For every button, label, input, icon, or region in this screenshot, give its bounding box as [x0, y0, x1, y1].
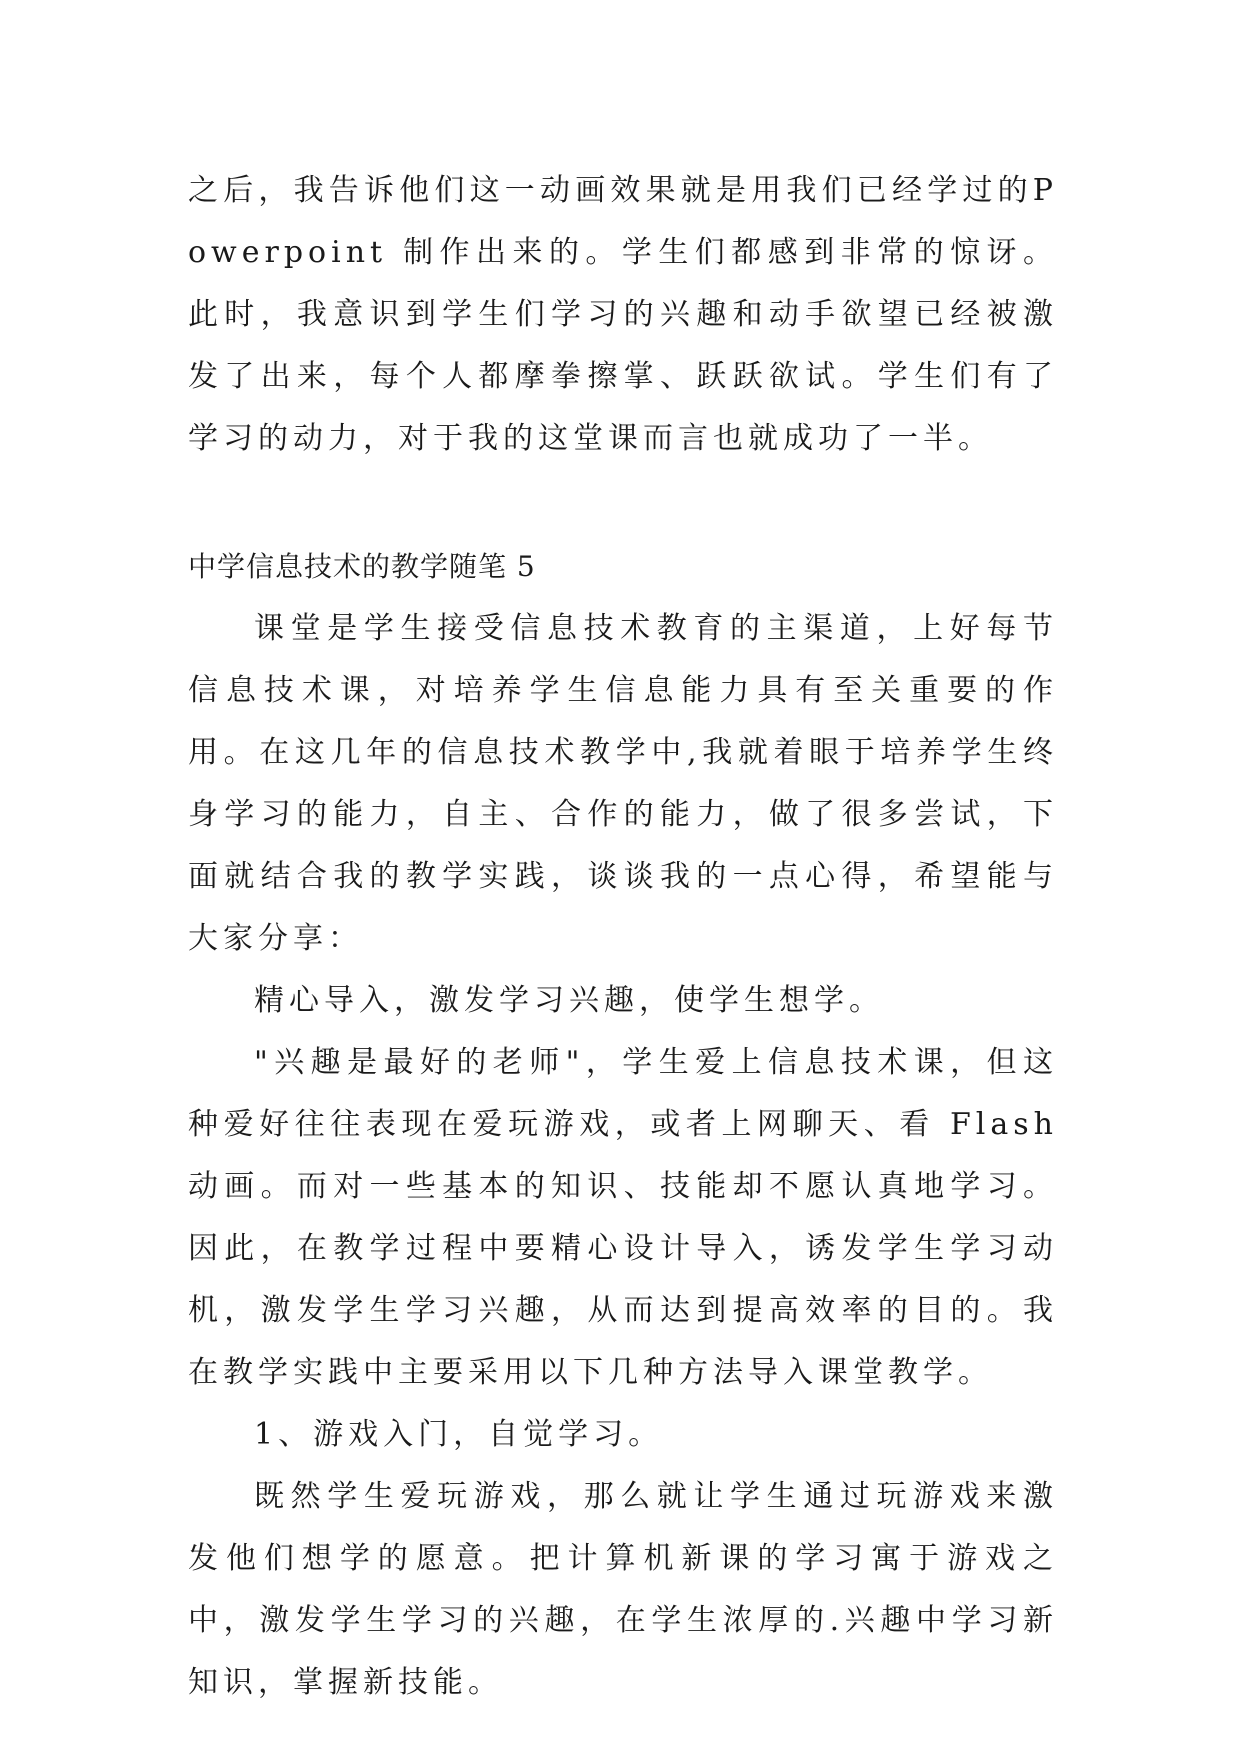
body-paragraph-3: 既然学生爱玩游戏，那么就让学生通过玩游戏来激发他们想学的愿意。把计算机新课的学习寓于游戏之中，激发学生学习的兴趣，在学生浓厚的.兴趣中学习新知识，掌握新技能。 [188, 1479, 1058, 1700]
subheading-1: 精心导入，激发学习兴趣，使学生想学。 [254, 983, 884, 1018]
body-paragraph-1: 课堂是学生接受信息技术教育的主渠道，上好每节信息技术课，对培养学生信息能力具有至关重要的作用。在这几年的信息技术教学中,我就着眼于培养学生终身学习的能力，自主、合作的能力，做了很多尝试，下面就结合我的教学实践，谈谈我的一点心得，希望能与大家分享： [188, 611, 1058, 956]
body-paragraph-2: "兴趣是最好的老师"，学生爱上信息技术课，但这种爱好往往表现在爱玩游戏，或者上网聊天、看 Flash 动画。而对一些基本的知识、技能却不愿认真地学习。因此，在教学过程中要精心设计导入，诱发学生学习动机，激发学生学习兴趣，从而达到提高效率的目的。我在教学实践中主要采用以下几种方法导入课堂教学。 [188, 1045, 1058, 1390]
section-title: 中学信息技术的教学随笔 5 [188, 550, 536, 583]
intro-paragraph: 之后，我告诉他们这一动画效果就是用我们已经学过的Powerpoint 制作出来的。学生们都感到非常的惊讶。此时，我意识到学生们学习的兴趣和动手欲望已经被激发了出来，每个人都摩拳擦掌、跃跃欲试。学生们有了学习的动力，对于我的这堂课而言也就成功了一半。 [188, 173, 1058, 456]
subheading-2: 1、游戏入门，自觉学习。 [254, 1417, 664, 1452]
document-page [188, 160, 1058, 1714]
